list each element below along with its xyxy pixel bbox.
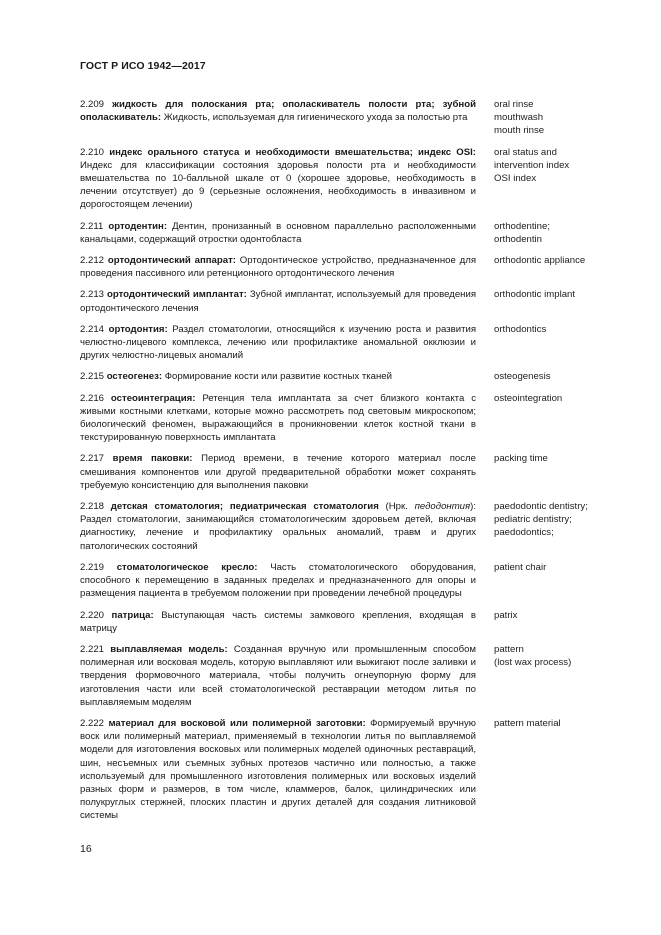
page-number: 16 [80, 843, 92, 855]
term-number: 2.212 [80, 255, 105, 267]
term-entry [80, 288, 600, 314]
term-name: детская стоматология; педиатрическая стоматология [110, 501, 379, 513]
term-entry [80, 500, 600, 553]
term-number: 2.217 [80, 453, 105, 465]
term-definition-block [80, 392, 476, 445]
term-entry [80, 220, 600, 246]
term-entry [80, 370, 600, 383]
term-name: ортодонтия: [108, 323, 168, 335]
term-definition-block [80, 561, 476, 601]
term-name: ортодентин: [108, 220, 168, 232]
english-equivalent: packing time [494, 453, 548, 465]
term-name: остеогенез: [106, 371, 163, 383]
term-name: стоматологическое кресло: [116, 561, 258, 573]
term-name: жидкость для полоскания рта; ополаскиватель полости рта; зубной ополаскиватель: [80, 99, 476, 124]
english-equivalent: patrix [494, 609, 518, 621]
term-number: 2.219 [80, 561, 105, 573]
term-definition: Формируемый вручную воск или полимерный материал, применяемый в технологии литья по выплавляемой модели для изготовления восковых или полимерных моделей одиночных реставраций, шин, несъемных или съемных зубных протезов частично или полностью, а также используемый для промышленного изготовления полимерных или восковых изделий разных форм и размеров, в том числе, кламмеров, балок, цилиндрических или полукруглых стержней, плоских пластин и других деталей для создания литниковой системы [80, 717, 476, 822]
term-definition-block [80, 717, 476, 823]
term-definition-block [80, 254, 476, 280]
term-entry [80, 146, 600, 212]
term-name: выплавляемая модель: [110, 643, 228, 655]
term-definition: Дентин, пронизанный в основном параллельно расположенными канальцами, содержащий отростки одонтобласта [80, 220, 476, 245]
term-entry [80, 323, 600, 363]
term-definition: Период времени, в течение которого материал после смешивания компонентов или другой предварительной обработки может сохранять требуемую консистенцию для выполнения паковки [80, 453, 476, 491]
document-header: ГОСТ Р ИСО 1942—2017 [80, 60, 206, 72]
english-equivalent: paedodontic dentistry; pediatric dentistry; paedodontics; [494, 501, 588, 539]
term-entry [80, 561, 600, 601]
term-definition-block [80, 643, 476, 709]
term-definition: Формирование кости или развитие костных тканей [164, 371, 392, 383]
term-definition-block [80, 288, 476, 314]
english-equivalent: osteointegration [494, 392, 563, 404]
term-definition-block [80, 98, 476, 138]
term-definition: Жидкость, используемая для гигиенического ухода за полостью рта [163, 112, 468, 124]
term-entry [80, 643, 600, 709]
term-definition-block [80, 500, 476, 553]
term-definition-block [80, 452, 476, 492]
term-number: 2.221 [80, 643, 105, 655]
english-equivalent: oral rinse mouthwash mouth rinse [494, 99, 545, 137]
term-name: время паковки: [112, 453, 193, 465]
term-definition: Часть стоматологического оборудования, способного к перемещению в заданных пределах и предназначенного для опоры и размещения пациента в требуемом положении при проведении лечебной процедуры [80, 561, 477, 600]
term-definition: Ретенция тела имплантата за счет близкого контакта с живыми костными клетками, которые можно рассмотреть под световым микроскопом; биологический феномен, выражающийся в проникновении клеток костной ткани в текстурированную поверхность имплантата [80, 392, 477, 444]
term-note-suffix: ): [470, 501, 477, 513]
term-number: 2.222 [80, 717, 105, 729]
term-definition: Выступающая часть системы замкового крепления, входящая в матрицу [80, 609, 477, 634]
term-number: 2.216 [80, 392, 105, 404]
term-definition: Раздел стоматологии, относящийся к изучению роста и развития челюстно-лицевого комплекса, лечению или профилактике аномальной окклюзии и других челюстно-лицевых аномалий [80, 323, 477, 362]
english-equivalent: pattern material [494, 717, 561, 729]
term-definition-block [80, 323, 476, 363]
term-name: материал для восковой или полимерной заготовки: [108, 717, 366, 729]
term-definition-block [80, 609, 476, 635]
term-definition-block [80, 146, 476, 212]
term-note-prefix: (Нрк. [378, 501, 415, 513]
term-entry [80, 254, 600, 280]
english-equivalent: osteogenesis [494, 371, 551, 383]
english-equivalent: oral status and intervention index OSI index [494, 146, 570, 185]
term-number: 2.214 [80, 323, 105, 335]
term-definition-block [80, 370, 476, 383]
term-definition-block [80, 220, 476, 246]
english-equivalent: pattern (lost wax process) [494, 643, 572, 669]
term-number: 2.209 [80, 99, 105, 110]
term-name: ортодонтический имплантат: [106, 289, 247, 301]
term-name: патрица: [111, 609, 154, 621]
term-definition: Индекс для классификации состояния здоровья полости рта и необходимости вмешательства по 10-балльной шкале от 0 (хорошее здоровье, необходимость в лечении отсутствует) до 9 (серьезные осложнения, необходимость в инвазивном и дорогостоящем лечении) [80, 159, 476, 211]
term-entry [80, 452, 600, 492]
term-name: ортодонтический аппарат: [107, 255, 236, 267]
term-name: остеоинтеграция: [110, 392, 196, 404]
term-definition: Зубной имплантат, используемый для проведения ортодонтического лечения [80, 289, 477, 314]
term-number: 2.211 [80, 220, 104, 232]
term-note: педодонтия [414, 501, 471, 513]
term-entry [80, 98, 600, 138]
term-number: 2.213 [80, 289, 105, 301]
term-name: индекс орального статуса и необходимости вмешательства; индекс OSI: [109, 146, 476, 158]
english-equivalent: patient chair [494, 561, 547, 573]
term-number: 2.218 [80, 501, 105, 513]
term-number: 2.220 [80, 609, 105, 621]
english-equivalent: orthodontic appliance [494, 255, 586, 267]
term-number: 2.210 [80, 146, 105, 158]
term-entry [80, 717, 600, 823]
term-list [80, 98, 600, 831]
term-definition: Раздел стоматологии, занимающийся стоматологическим здоровьем детей, включая диагностику, лечение и профилактику оральных аномалий, травм и других патологических состояний [80, 514, 476, 552]
term-entry [80, 392, 600, 445]
term-entry [80, 609, 600, 635]
term-definition: Созданная вручную или промышленным способом полимерная или восковая модель, которую выплавляют или выжигают после заливки и твердения формовочного материала, чтобы получить огнеупорную форму для изготовления части или всей стоматологической реставрации методом литья по выплавляемым моделям [80, 643, 477, 708]
term-definition: Ортодонтическое устройство, предназначенное для проведения пассивного или ретенционного ортодонтического лечения [80, 255, 477, 280]
english-equivalent: orthodontic implant [494, 289, 576, 301]
english-equivalent: orthodontics [494, 323, 547, 335]
term-number: 2.215 [80, 371, 105, 383]
english-equivalent: orthodentine; orthodentin [494, 220, 551, 245]
